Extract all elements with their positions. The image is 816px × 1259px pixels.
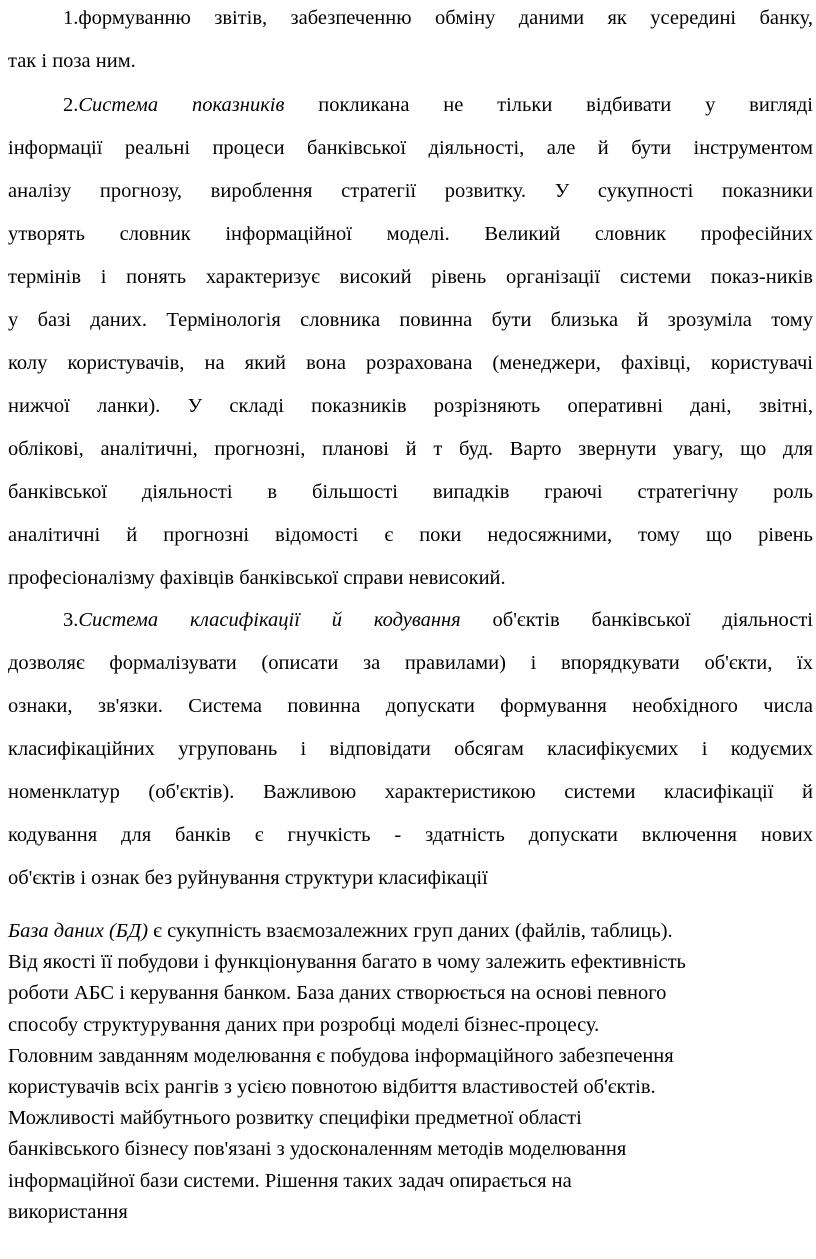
paragraph-3-line: об'єктів і ознак без руйнування структури класифікації [8, 867, 488, 889]
paragraph-2-first-line [8, 92, 813, 119]
paragraph-4-line: банківського бізнесу пов'язані з удосконаленням методів моделювання [8, 1138, 627, 1161]
paragraph-1-line: так і поза ним. [8, 50, 136, 72]
paragraph-2-line: утворять словник інформаційної моделі. Великий словник професійних [8, 223, 813, 245]
paragraph-2-line: у базі даних. Термінологія словника повинна бути близька й зрозуміла тому [8, 309, 813, 331]
list-number: 3. [63, 609, 79, 631]
paragraph-3 [8, 607, 813, 908]
paragraph-3-line: ознаки, зв'язки. Система повинна допускати формування необхідного числа [8, 695, 813, 717]
paragraph-3-line: дозволяє формалізувати (описати за правилами) і впорядкувати об'єкти, їх [8, 652, 813, 674]
paragraph-4-line: використання [8, 1200, 128, 1223]
paragraph-4-first-line-rest: є сукупність взаємозалежних груп даних (файлів, таблиць). [148, 920, 673, 942]
paragraph-4-line: роботи АБС і керування банком. База даних створюється на основі певного [8, 982, 667, 1005]
paragraph-4-first-line [8, 918, 813, 945]
paragraph-3-line: номенклатур (об'єктів). Важливою характеристикою системи класифікації й [8, 781, 813, 803]
term-system-of-indicators: Система показників [78, 94, 285, 116]
paragraph-3-first-line-rest: об'єктів банківської діяльності [460, 609, 813, 631]
paragraph-4 [8, 918, 813, 1230]
paragraph-1 [8, 5, 813, 91]
paragraph-2-line: колу користувачів, на який вона розрахована (менеджери, фахівці, користувачі [8, 352, 813, 374]
paragraph-4-line: Головним завданням моделювання є побудова інформаційного забезпечення [8, 1044, 674, 1067]
paragraph-4-line: інформаційної бази системи. Рішення таких задач опирається на [8, 1169, 572, 1192]
paragraph-2-line: термінів і понять характеризує високий рівень організації системи показ-ників [8, 266, 813, 288]
paragraph-2-line: облікові, аналітичні, прогнозні, планові й т буд. Варто звернути увагу, що для [8, 438, 813, 460]
term-database: База даних (БД) [8, 920, 149, 942]
paragraph-2 [8, 92, 813, 608]
paragraph-2-line: аналізу прогнозу, вироблення стратегії розвитку. У сукупності показники [8, 180, 813, 202]
paragraph-4-line: Можливості майбутнього розвитку специфіки предметної області [8, 1107, 582, 1130]
term-classification-system: Система класифікації й кодування [78, 609, 461, 631]
paragraph-2-line: банківської діяльності в більшості випадків граючі стратегічну роль [8, 481, 813, 503]
paragraph-2-first-line-rest: покликана не тільки відбивати у вигляді [284, 94, 813, 116]
paragraph-3-line: класифікаційних угруповань і відповідати обсягам класифікуємих і кодуємих [8, 738, 813, 760]
paragraph-3-first-line [8, 607, 813, 634]
paragraph-4-line: Від якості її побудови і функціонування багато в чому залежить ефективність [8, 951, 686, 974]
paragraph-2-line: професіоналізму фахівців банківської справи невисокий. [8, 567, 506, 589]
paragraph-2-line: нижчої ланки). У складі показників розрізняють оперативні дані, звітні, [8, 395, 813, 417]
paragraph-3-line: кодування для банків є гнучкість - здатність допускати включення нових [8, 824, 813, 846]
list-number: 2. [63, 94, 79, 116]
paragraph-4-line: користувачів всіх рангів з усією повнотою відбиття властивостей об'єктів. [8, 1075, 656, 1098]
paragraph-1-line: 1.формуванню звітів, забезпеченню обміну даними як усередині банку, [63, 7, 813, 29]
paragraph-4-line: способу структурування даних при розробці моделі бізнес-процесу. [8, 1013, 600, 1036]
paragraph-2-line: інформації реальні процеси банківської діяльності, але й бути інструментом [8, 137, 813, 159]
paragraph-2-line: аналітичні й прогнозні відомості є поки недосяжними, тому що рівень [8, 524, 813, 546]
